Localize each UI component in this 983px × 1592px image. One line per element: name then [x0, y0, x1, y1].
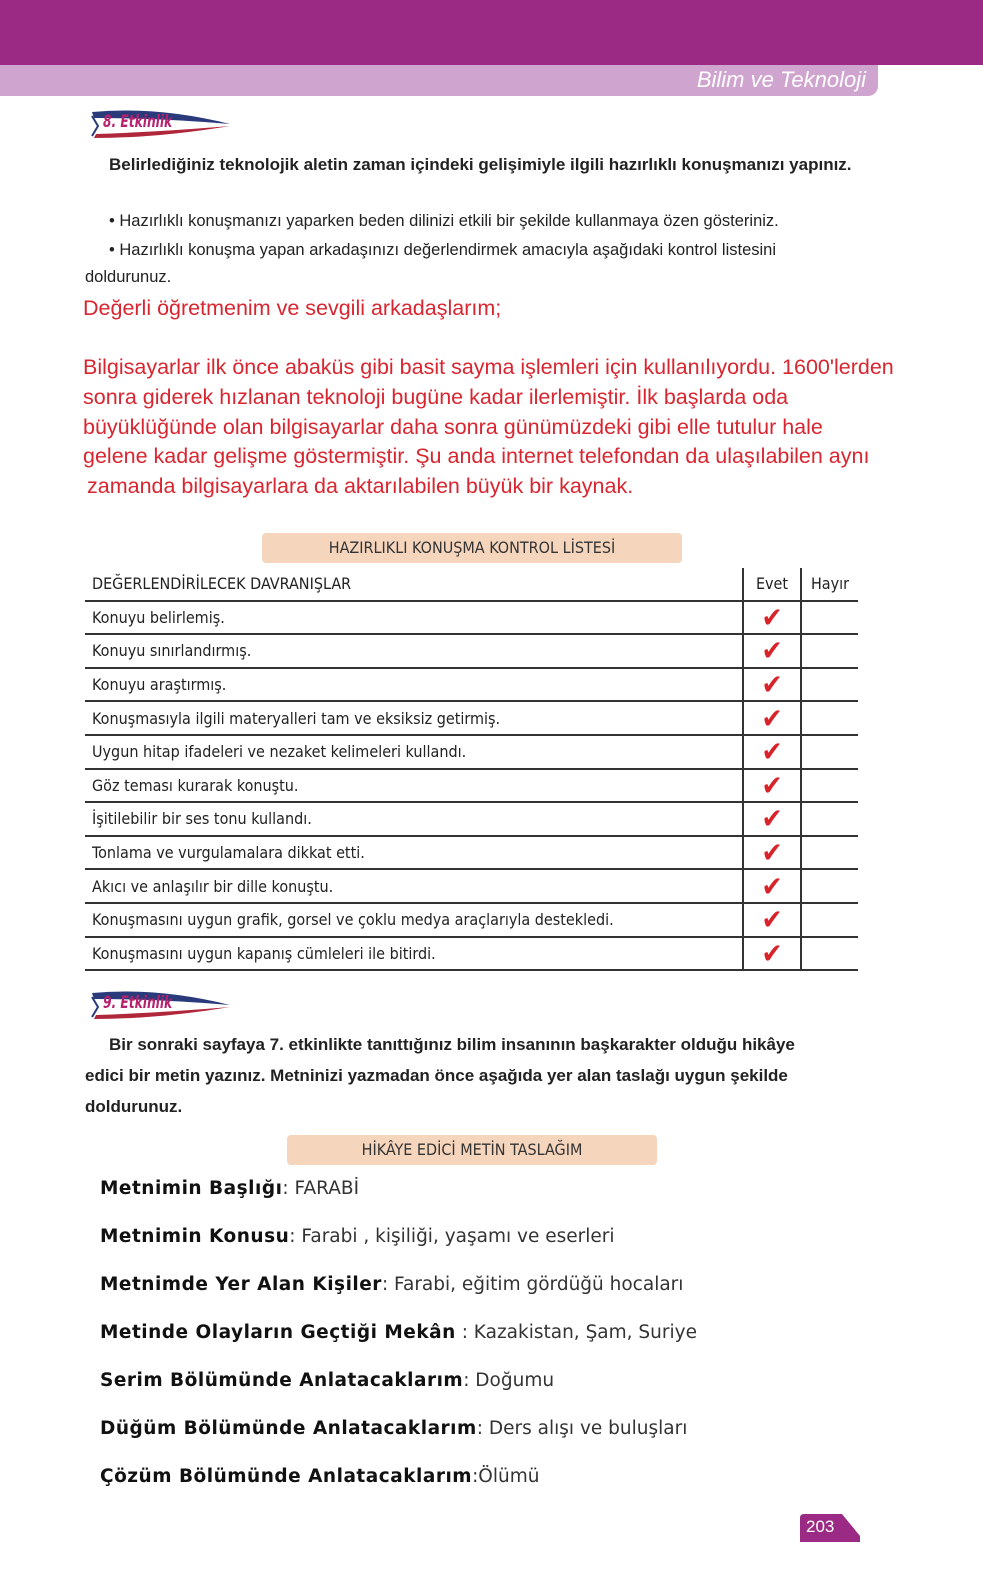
draft-item-value: : FARABİ — [282, 1178, 360, 1199]
speech-line: gelene kadar gelişme göstermiştir. Şu anda internet telefondan da ulaşılabilen aynı — [83, 444, 870, 469]
draft-item — [100, 1466, 539, 1487]
section-band — [0, 65, 878, 96]
bullet-1: • Hazırlıklı konuşmanızı yaparken beden dilinizi etkili bir şekilde kullanmaya özen gösteriniz. — [109, 212, 779, 230]
behavior-label: Akıcı ve anlaşılır bir dille konuştu. — [92, 876, 334, 896]
badge-label: 8. Etkinlik — [103, 112, 173, 132]
no-cell[interactable] — [800, 770, 858, 802]
draft-item-value: : Ders alışı ve buluşları — [476, 1418, 688, 1439]
checklist-title: HAZIRLIKLI KONUŞMA KONTROL LİSTESİ — [262, 533, 682, 563]
no-cell[interactable] — [800, 904, 858, 936]
yes-check[interactable]: ✔ — [742, 870, 800, 902]
activity-8-instruction: Belirlediğiniz teknolojik aletin zaman içindeki gelişimiyle ilgili hazırlıklı konuşmanızı yapınız. — [109, 155, 852, 174]
bullet-2: • Hazırlıklı konuşma yapan arkadaşınızı değerlendirmek amacıyla aşağıdaki kontrol listesini doldurunuz. — [85, 241, 777, 286]
speech-greeting: Değerli öğretmenim ve sevgili arkadaşlarım; — [83, 296, 502, 320]
draft-item-label: Metnimin Başlığı — [100, 1178, 283, 1199]
no-cell[interactable] — [800, 702, 858, 734]
draft-item-value: : Doğumu — [463, 1370, 555, 1391]
activity-9-badge — [88, 989, 233, 1021]
col-yes: Evet — [742, 568, 800, 600]
no-cell[interactable] — [800, 635, 858, 667]
table-row — [85, 669, 858, 703]
yes-check[interactable]: ✔ — [742, 938, 800, 970]
table-row — [85, 770, 858, 804]
yes-check[interactable]: ✔ — [742, 602, 800, 634]
no-cell[interactable] — [800, 837, 858, 869]
no-cell[interactable] — [800, 870, 858, 902]
behavior-label: Konuyu sınırlandırmış. — [92, 641, 252, 661]
table-row — [85, 635, 858, 669]
yes-check[interactable]: ✔ — [742, 803, 800, 835]
draft-title: HİKÂYE EDİCİ METİN TASLAĞIM — [287, 1135, 657, 1165]
speech-line: büyüklüğünde olan bilgisayarlar daha sonra günümüzdeki gibi elle tutulur hale — [83, 414, 823, 439]
no-cell[interactable] — [800, 938, 858, 970]
col-behaviors: DEĞERLENDİRİLECEK DAVRANIŞLAR — [92, 574, 352, 594]
draft-item-label: Metnimde Yer Alan Kişiler — [100, 1274, 382, 1295]
instruction-line: doldurunuz. — [85, 1097, 183, 1116]
draft-item — [100, 1418, 687, 1439]
yes-check[interactable]: ✔ — [742, 635, 800, 667]
behavior-label: Uygun hitap ifadeleri ve nezaket kelimeleri kullandı. — [92, 742, 467, 762]
draft-item — [100, 1370, 554, 1391]
draft-item-value: :Ölümü — [472, 1466, 540, 1487]
page-number-text: 203 — [806, 1517, 835, 1536]
instruction-line: edici bir metin yazınız. Metninizi yazmadan önce aşağıda yer alan taslağı uygun şekilde — [85, 1066, 788, 1085]
draft-item — [100, 1322, 697, 1343]
draft-item-value: : Kazakistan, Şam, Suriye — [455, 1322, 697, 1343]
draft-item-label: Düğüm Bölümünde Anlatacaklarım — [100, 1418, 477, 1439]
table-row — [85, 904, 858, 938]
behavior-label: İşitilebilir bir ses tonu kullandı. — [92, 809, 312, 829]
page-number — [800, 1514, 862, 1542]
behavior-label: Konuşmasıyla ilgili materyalleri tam ve eksiksiz getirmiş. — [92, 708, 501, 728]
speech-line: zamanda bilgisayarlara da aktarılabilen büyük bir kaynak. — [87, 474, 634, 499]
yes-check[interactable]: ✔ — [742, 736, 800, 768]
draft-item-label: Serim Bölümünde Anlatacaklarım — [100, 1370, 464, 1391]
draft-item — [100, 1178, 359, 1199]
section-title: Bilim ve Teknoloji — [696, 67, 866, 92]
yes-check[interactable]: ✔ — [742, 837, 800, 869]
table-header — [85, 568, 858, 602]
instruction-line: Bir sonraki sayfaya 7. etkinlikte tanıttığınız bilim insanının başkarakter olduğu hikâye — [109, 1035, 795, 1054]
no-cell[interactable] — [800, 736, 858, 768]
table-row — [85, 702, 858, 736]
table-row — [85, 870, 858, 904]
activity-9-instruction — [85, 1029, 865, 1122]
table-row — [85, 736, 858, 770]
behavior-label: Konuyu araştırmış. — [92, 675, 227, 695]
table-row — [85, 938, 858, 972]
draft-item-label: Çözüm Bölümünde Anlatacaklarım — [100, 1466, 473, 1487]
no-cell[interactable] — [800, 602, 858, 634]
activity-8-badge — [88, 108, 233, 140]
table-row — [85, 803, 858, 837]
behavior-label: Konuyu belirlemiş. — [92, 607, 225, 627]
table-row — [85, 602, 858, 636]
speech-text — [83, 353, 963, 502]
yes-check[interactable]: ✔ — [742, 702, 800, 734]
yes-check[interactable]: ✔ — [742, 669, 800, 701]
col-no: Hayır — [800, 568, 858, 600]
checklist-table — [85, 568, 858, 971]
behavior-label: Konuşmasını uygun kapanış cümleleri ile bitirdi. — [92, 943, 436, 963]
badge-label: 9. Etkinlik — [103, 993, 173, 1013]
speech-line: Bilgisayarlar ilk önce abaküs gibi basit sayma işlemleri için kullanılıyordu. 1600'lerden — [83, 355, 894, 379]
speech-line: sonra giderek hızlanan teknoloji bugüne kadar ilerlemiştir. İlk başlarda oda — [83, 384, 789, 409]
table-row — [85, 837, 858, 871]
draft-item-label: Metinde Olayların Geçtiği Mekân — [100, 1322, 456, 1343]
yes-check[interactable]: ✔ — [742, 904, 800, 936]
no-cell[interactable] — [800, 803, 858, 835]
draft-item-value: : Farabi , kişiliği, yaşamı ve eserleri — [289, 1226, 615, 1247]
header-bar — [0, 0, 983, 65]
draft-item-label: Metnimin Konusu — [100, 1226, 290, 1247]
no-cell[interactable] — [800, 669, 858, 701]
behavior-label: Konuşmasını uygun grafik, gorsel ve çoklu medya araçlarıyla destekledi. — [92, 910, 614, 930]
draft-item-value: : Farabi, eğitim gördüğü hocaları — [381, 1274, 684, 1295]
yes-check[interactable]: ✔ — [742, 770, 800, 802]
draft-item — [100, 1274, 683, 1295]
behavior-label: Göz teması kurarak konuştu. — [92, 775, 299, 795]
draft-item — [100, 1226, 615, 1247]
behavior-label: Tonlama ve vurgulamalara dikkat etti. — [92, 843, 365, 863]
